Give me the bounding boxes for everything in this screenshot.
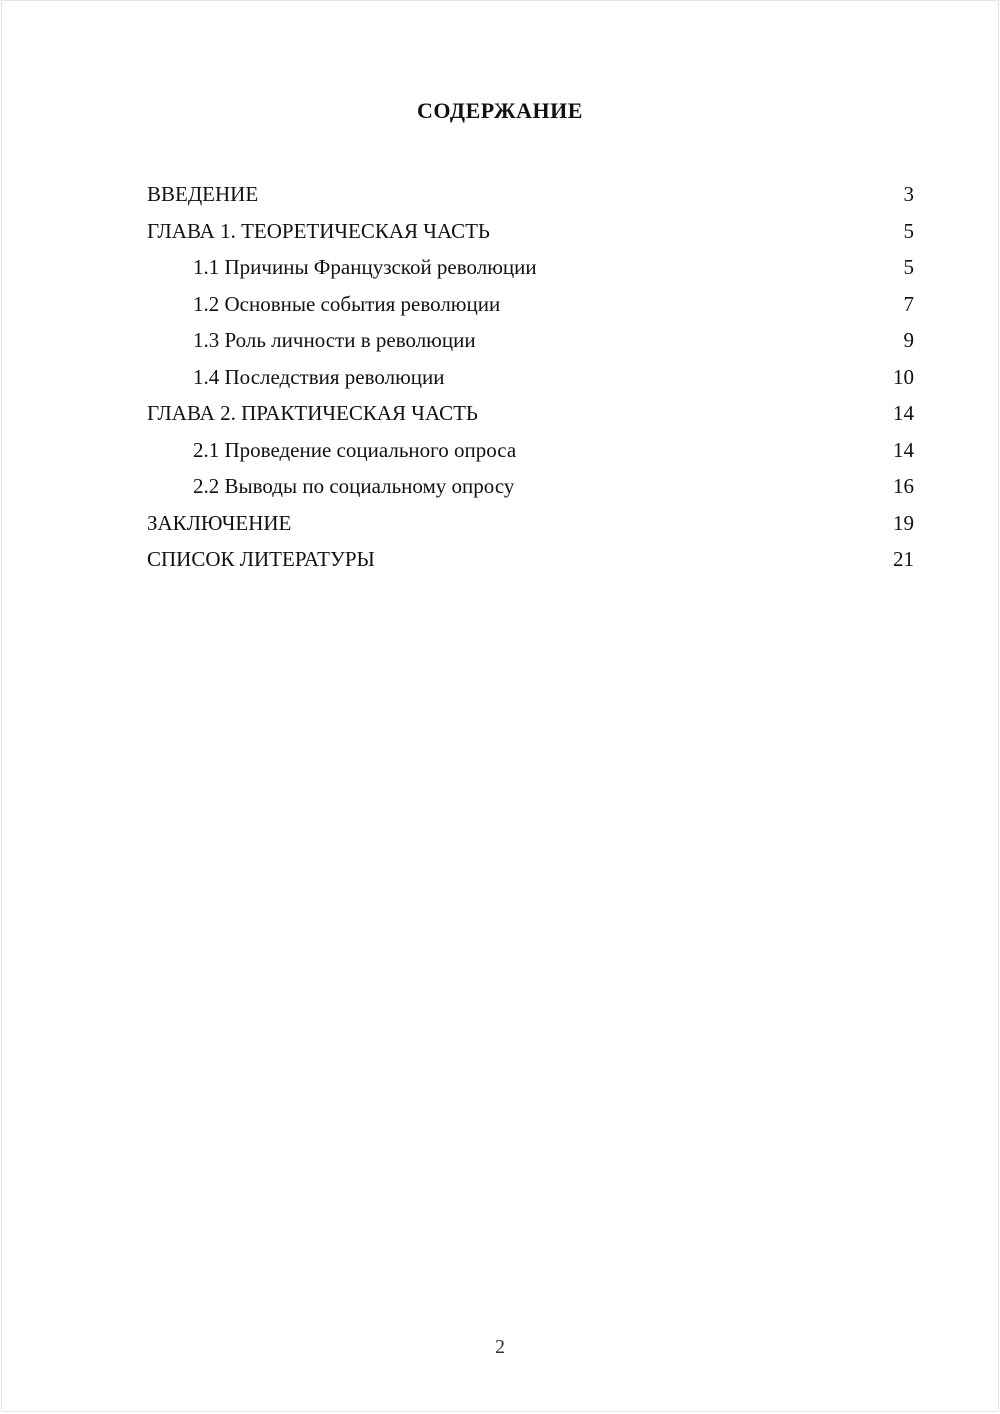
toc-entry xyxy=(147,432,914,469)
toc-entry-page: 10 xyxy=(893,364,914,389)
toc-entry xyxy=(147,286,914,323)
toc-entry xyxy=(147,322,914,359)
toc-entry-label: 1.1 Причины Французской революции xyxy=(193,255,537,279)
toc-entry-page: 5 xyxy=(903,218,914,243)
document-page xyxy=(1,0,999,1412)
toc-entry-page: 14 xyxy=(893,437,914,462)
toc-entry-page: 21 xyxy=(893,547,914,571)
toc-entry xyxy=(147,359,914,396)
toc-entry-page: 3 xyxy=(903,182,914,206)
toc-entry xyxy=(147,541,914,578)
toc-entry-page: 7 xyxy=(903,291,914,316)
toc-entry-page: 19 xyxy=(893,510,914,535)
toc-entry-page: 5 xyxy=(903,255,914,279)
toc-entry xyxy=(147,505,914,542)
toc-entry-label: 2.2 Выводы по социальному опросу xyxy=(193,474,515,498)
toc-entry xyxy=(147,176,914,213)
toc-entry-label: 1.2 Основные события революции xyxy=(193,291,501,316)
toc-entry-label: ЗАКЛЮЧЕНИЕ xyxy=(147,510,292,535)
toc-entry-page: 14 xyxy=(893,401,914,425)
toc-entry-label: ВВЕДЕНИЕ xyxy=(147,182,259,206)
toc-entry-label: СПИСОК ЛИТЕРАТУРЫ xyxy=(147,547,375,571)
toc-entry-label: 1.4 Последствия революции xyxy=(193,364,445,389)
toc-entry-page: 9 xyxy=(903,328,914,352)
page-number: 2 xyxy=(495,1336,505,1358)
toc-entry-label: 1.3 Роль личности в революции xyxy=(193,328,476,352)
toc-entry-label: 2.1 Проведение социального опроса xyxy=(193,437,517,462)
toc-entry xyxy=(147,213,914,250)
toc-entry xyxy=(147,395,914,432)
toc-entry-label: ГЛАВА 2. ПРАКТИЧЕСКАЯ ЧАСТЬ xyxy=(147,401,478,425)
toc-title: СОДЕРЖАНИЕ xyxy=(417,98,583,123)
toc-entry xyxy=(147,249,914,286)
toc-entry-label: ГЛАВА 1. ТЕОРЕТИЧЕСКАЯ ЧАСТЬ xyxy=(147,218,490,243)
toc-entry xyxy=(147,468,914,505)
toc-entry-page: 16 xyxy=(893,474,914,498)
table-of-contents xyxy=(2,176,998,578)
